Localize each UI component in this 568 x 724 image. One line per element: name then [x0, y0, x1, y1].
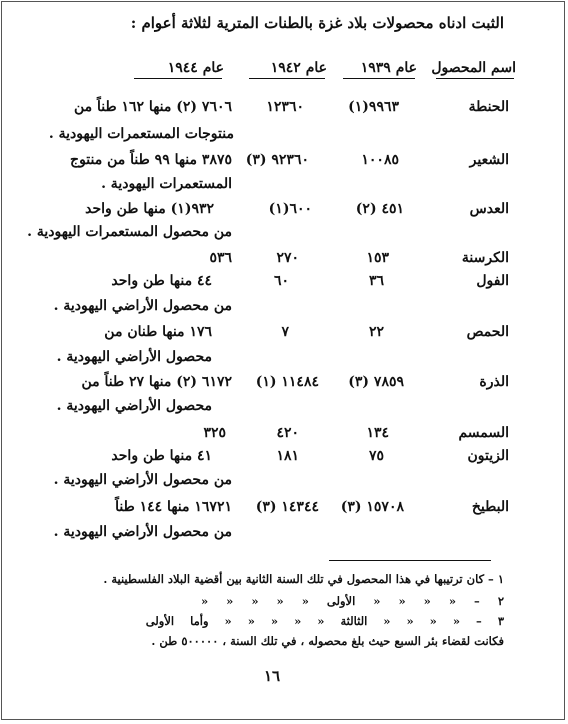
header-1944: عام ١٩٤٤: [167, 60, 224, 76]
footnote-1: ١ – كان ترتيبها في هذا المحصول في تلك السنة الثانية بين أقضية البلاد الفلسطينية .: [103, 572, 504, 586]
crop-name: العدس: [469, 201, 509, 217]
crop-name: السمسم: [458, 425, 509, 441]
row-note: من محصول المستعمرات اليهودية .: [27, 224, 232, 240]
value-1944: ٥٣٦: [209, 250, 232, 266]
footnote-3: ٣ – « « « « الثالثة « « « « « وأما الأولى: [145, 614, 504, 628]
value-1939: ٧٥: [368, 448, 384, 464]
value-1939: ٩٩٦٣(١): [348, 99, 399, 115]
value-1939: ١٥٧٠٨ (٣): [340, 499, 404, 515]
header-crop-underline: [436, 78, 514, 79]
value-1944: ٤٤ منها طن واحد: [111, 273, 212, 289]
value-1942: ١٨١: [276, 448, 299, 464]
crop-name: الذرة: [479, 374, 509, 390]
footnote-rule: [329, 560, 491, 561]
value-1944: ٣٨٧٥ منها ٩٩ طناً من منتوج: [70, 152, 232, 168]
row-note: محصول الأراضي اليهودية .: [56, 349, 212, 365]
value-1939: ٧٨٥٩ (٣): [348, 374, 404, 390]
crop-name: الشعير: [469, 152, 509, 168]
value-1942: ٢٧٠: [276, 250, 299, 266]
header-1944-underline: [134, 78, 222, 79]
value-1939: ١٥٣: [366, 250, 389, 266]
value-1944: ١٦٧٢١ منها ١٤٤ طناً: [115, 499, 232, 515]
row-note: محصول الأراضي اليهودية .: [56, 398, 212, 414]
crop-name: الفول: [476, 273, 509, 289]
value-1942: ١٢٣٦٠: [266, 99, 304, 115]
value-1939: ١٠٠٨٥: [361, 152, 399, 168]
document-page: [1, 1, 565, 720]
value-1939: ٣٦: [368, 273, 384, 289]
footnote-2: ٢ – « « « « الأولى « « « « «: [200, 594, 504, 608]
value-1944: ٣٢٥: [203, 425, 226, 441]
value-1944: ٤١ منها طن واحد: [111, 448, 212, 464]
value-1944: ٧٦٠٦ (٢) منها ١٦٢ طناً من: [73, 99, 232, 115]
value-1944: ٦١٧٢ (٢) منها ٢٧ طناً من: [81, 374, 232, 390]
row-note: المستعمرات اليهودية .: [101, 176, 232, 192]
header-1942: عام ١٩٤٢: [270, 60, 327, 76]
crop-name: الحمص: [466, 324, 509, 340]
value-1939: ٤٥١ (٢): [355, 201, 404, 217]
value-1942: ٤٢٠: [276, 425, 299, 441]
header-1942-underline: [249, 78, 325, 79]
row-note: من محصول الأراضي اليهودية .: [53, 298, 232, 314]
row-note: منتوجات المستعمرات اليهودية .: [48, 126, 234, 142]
footnote-4: فكانت لقضاء بئر السبع حيث بلغ محصوله ، في تلك السنة ، ٥٠٠٠٠٠ طن .: [151, 634, 504, 648]
value-1942: ٩٢٣٦٠ (٣): [245, 152, 309, 168]
crop-name: الزيتون: [467, 448, 509, 464]
crop-name: الكرسنة: [461, 250, 509, 266]
header-1939: عام ١٩٣٩: [360, 60, 417, 76]
value-1942: ٦٠٠(١): [268, 201, 312, 217]
value-1944: ١٧٦ منها طنان من: [104, 324, 212, 340]
crop-name: البطيخ: [471, 499, 509, 515]
value-1939: ٢٢: [368, 324, 384, 340]
value-1942: ٦٠: [273, 273, 289, 289]
page-title: الثبت ادناه محصولات بلاد غزة بالطنات المترية لثلاثة أعوام :: [130, 14, 504, 32]
crop-name: الحنطة: [468, 99, 509, 115]
header-1939-underline: [343, 78, 415, 79]
value-1942: ١١٤٨٤ (١): [255, 374, 319, 390]
row-note: من محصول الأراضي اليهودية .: [53, 472, 232, 488]
row-note: من محصول الأراضي اليهودية .: [53, 524, 232, 540]
value-1942: ١٤٣٤٤ (٣): [255, 499, 319, 515]
header-crop: اسم المحصول: [431, 60, 516, 76]
value-1942: ٧: [281, 324, 289, 340]
value-1944: ٩٣٢(١) منها طن واحد: [85, 201, 214, 217]
page-number: ١٦: [264, 667, 281, 685]
value-1939: ١٣٤: [366, 425, 389, 441]
